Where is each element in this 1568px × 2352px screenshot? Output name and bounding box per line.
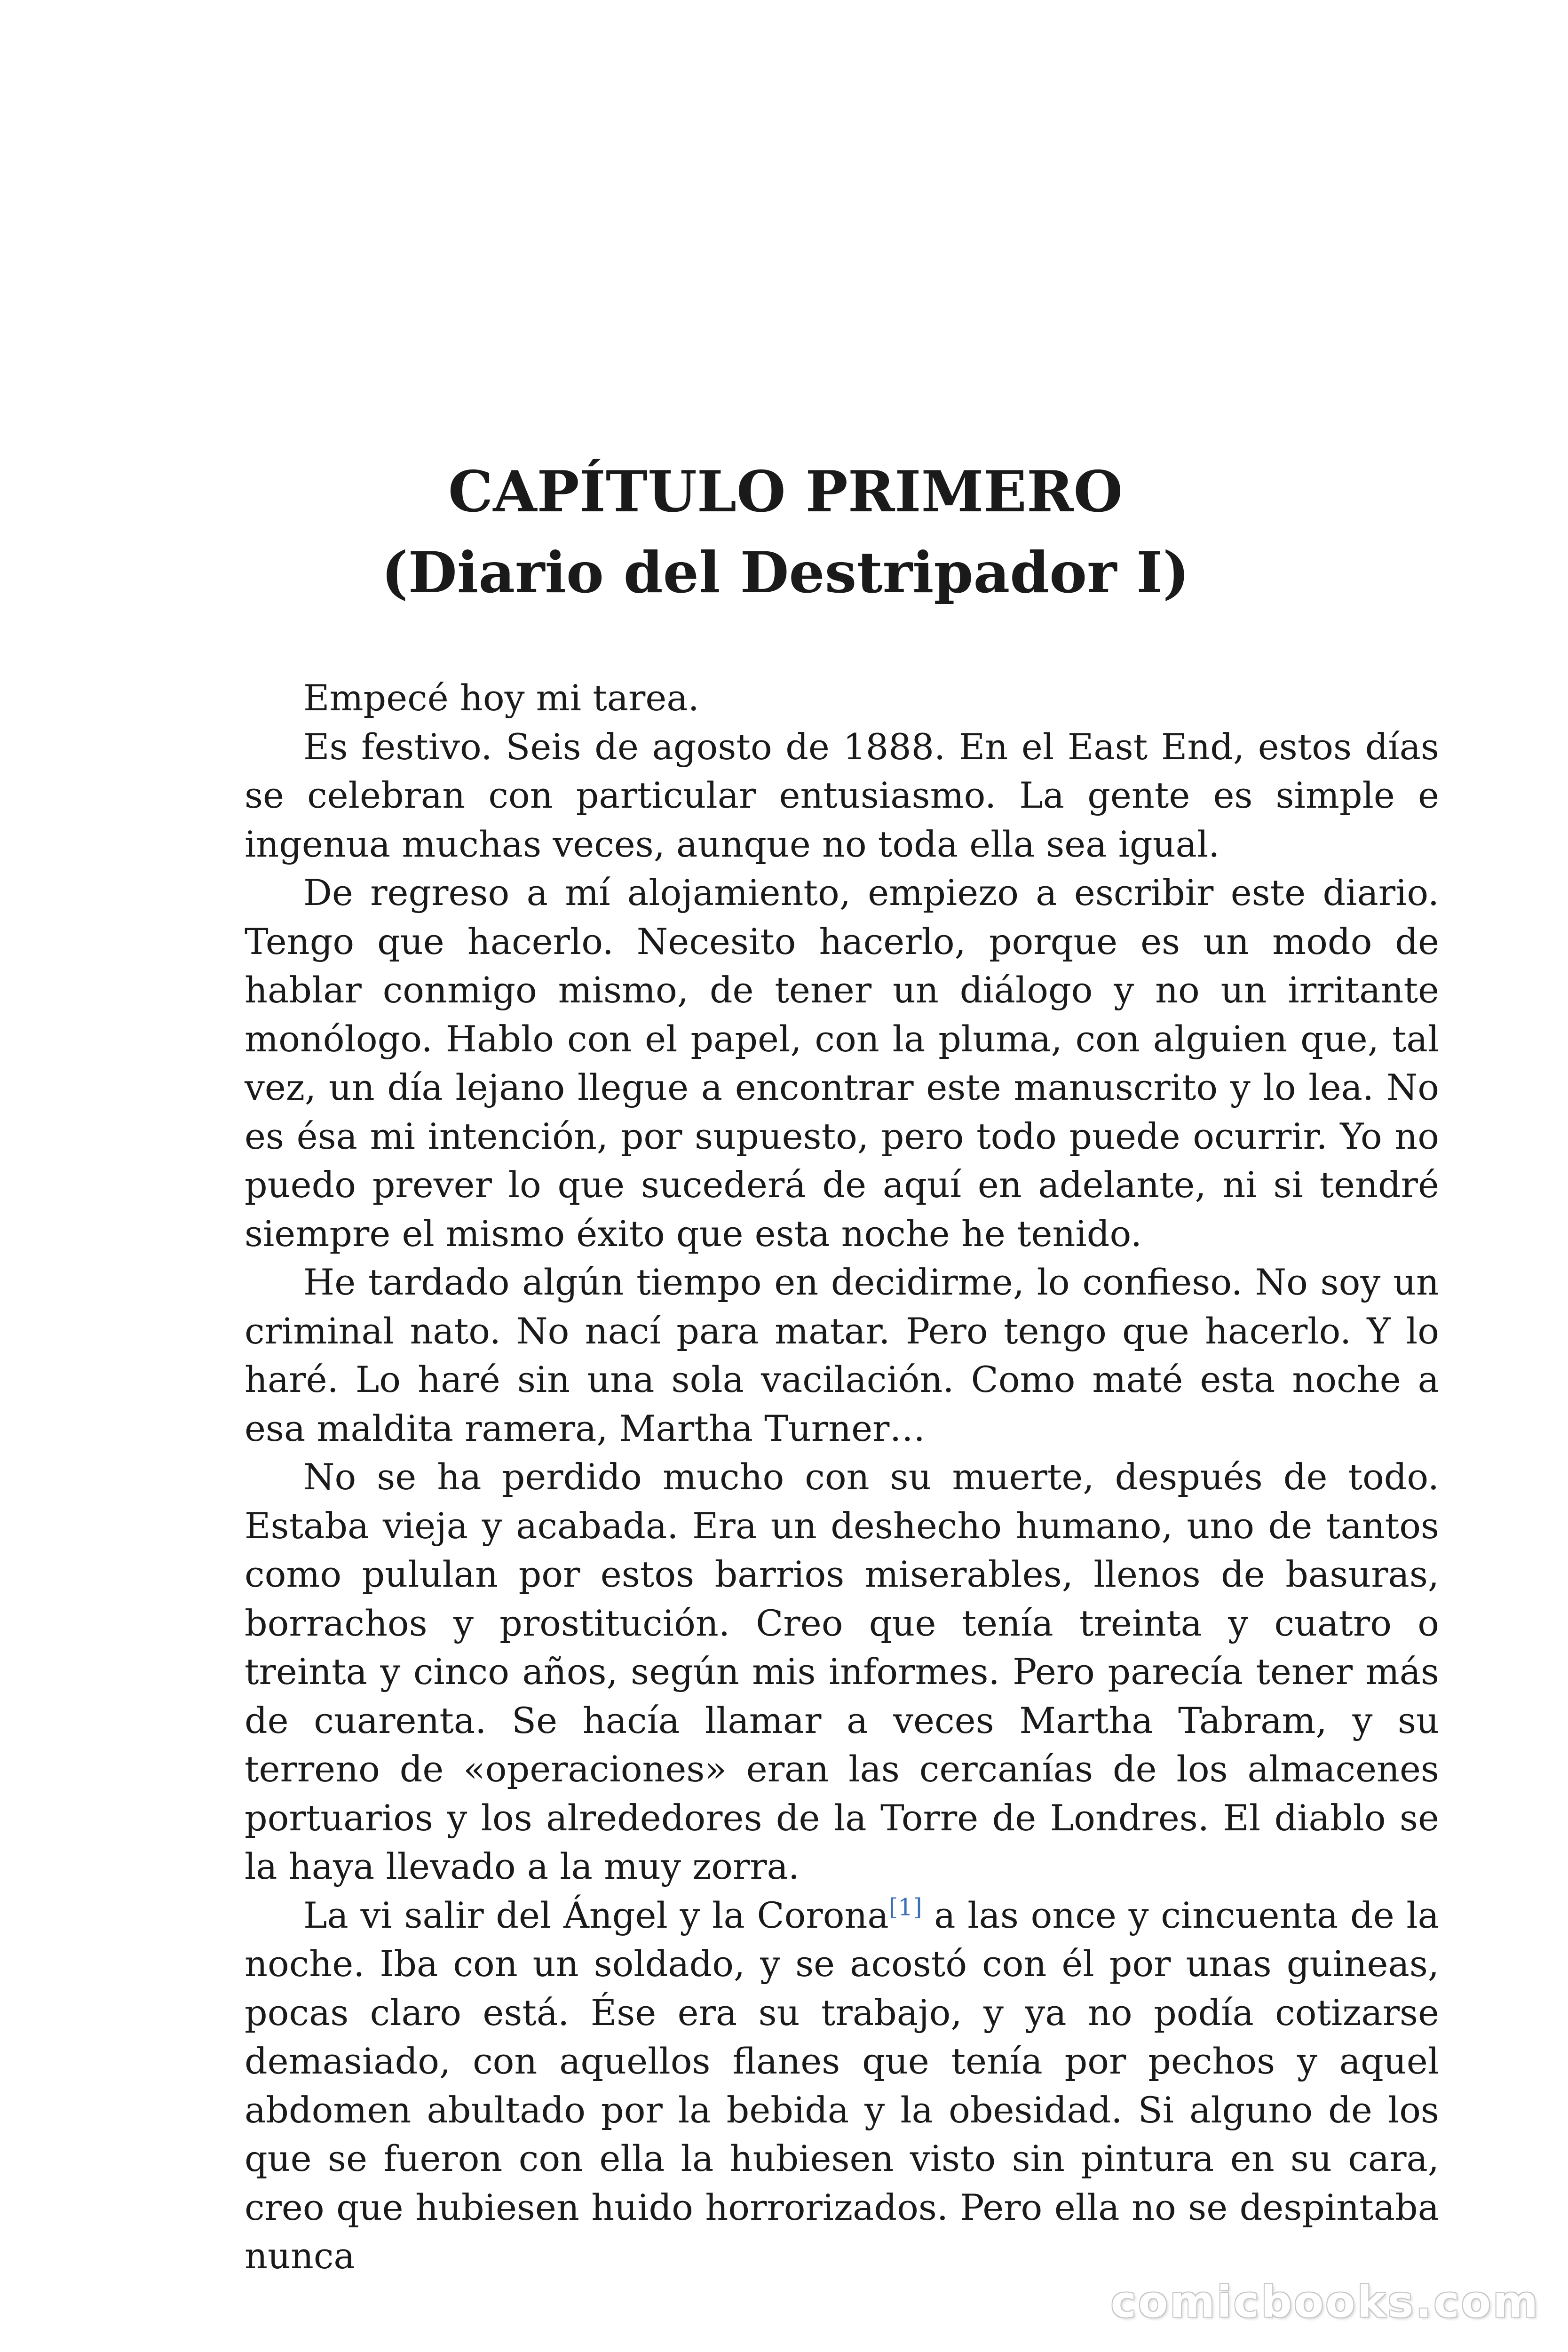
- paragraph-5: No se ha perdido mucho con su muerte, después de todo. Estaba vieja y acabada. Era un deshecho humano, uno de tantos como pululan por estos barrios miserables, llenos de basuras, borrachos y prostitución. Creo que tenía treinta y cuatro o treinta y cinco años, según mis informes. Pero parecía tener más de cuarenta. Se hacía llamar a veces Martha Tabram, y su terreno de «operaciones» eran las cercanías de los almacenes portuarios y los alrededores de la Torre de Londres. El diablo se la haya llevado a la muy zorra.: [245, 1456, 1439, 1887]
- paragraph-6-start: La vi salir del Ángel y la Corona: [303, 1894, 889, 1936]
- chapter-body: [245, 674, 1439, 2280]
- paragraph-6-rest: a las once y cincuenta de la noche. Iba con un soldado, y se acostó con él por unas guineas, pocas claro está. Ése era su trabajo, y ya no podía cotizarse demasiado, con aquellos flanes que tenía por pechos y aquel abdomen abultado por la bebida y la obesidad. Si alguno de los que se fueron con ella la hubiesen visto sin pintura en su cara, creo que hubiesen huido horrorizados. Pero ella no se despintaba nunca: [245, 1894, 1439, 2277]
- paragraph-1: Empecé hoy mi tarea.: [303, 677, 699, 719]
- chapter-title-line-2: (Diario del Destripador I): [381, 540, 1190, 606]
- paragraph-4: He tardado algún tiempo en decidirme, lo confieso. No soy un criminal nato. No nací para matar. Pero tengo que hacerlo. Y lo haré. Lo haré sin una sola vacilación. Como maté esta noche a esa maldita ramera, Martha Turner…: [245, 1261, 1439, 1449]
- paragraph-3: De regreso a mí alojamiento, empiezo a escribir este diario. Tengo que hacerlo. Necesito hacerlo, porque es un modo de hablar conmigo mismo, de tener un diálogo y no un irritante monólogo. Hablo con el papel, con la pluma, con alguien que, tal vez, un día lejano llegue a encontrar este manuscrito y lo lea. No es ésa mi intención, por supuesto, pero todo puede ocurrir. Yo no puedo prever lo que sucederá de aquí en adelante, ni si tendré siempre el mismo éxito que esta noche he tenido.: [245, 872, 1439, 1255]
- paragraph-2: Es festivo. Seis de agosto de 1888. En el East End, estos días se celebran con particular entusiasmo. La gente es simple e ingenua muchas veces, aunque no toda ella sea igual.: [245, 725, 1439, 865]
- paragraph-6: [245, 1891, 1439, 2280]
- watermark-logo: comicbooks.com: [1110, 2277, 1540, 2327]
- footnote-link[interactable]: [1]: [888, 1893, 922, 1921]
- chapter-title-line-1: CAPÍTULO PRIMERO: [448, 459, 1123, 525]
- chapter-title: [245, 452, 1326, 613]
